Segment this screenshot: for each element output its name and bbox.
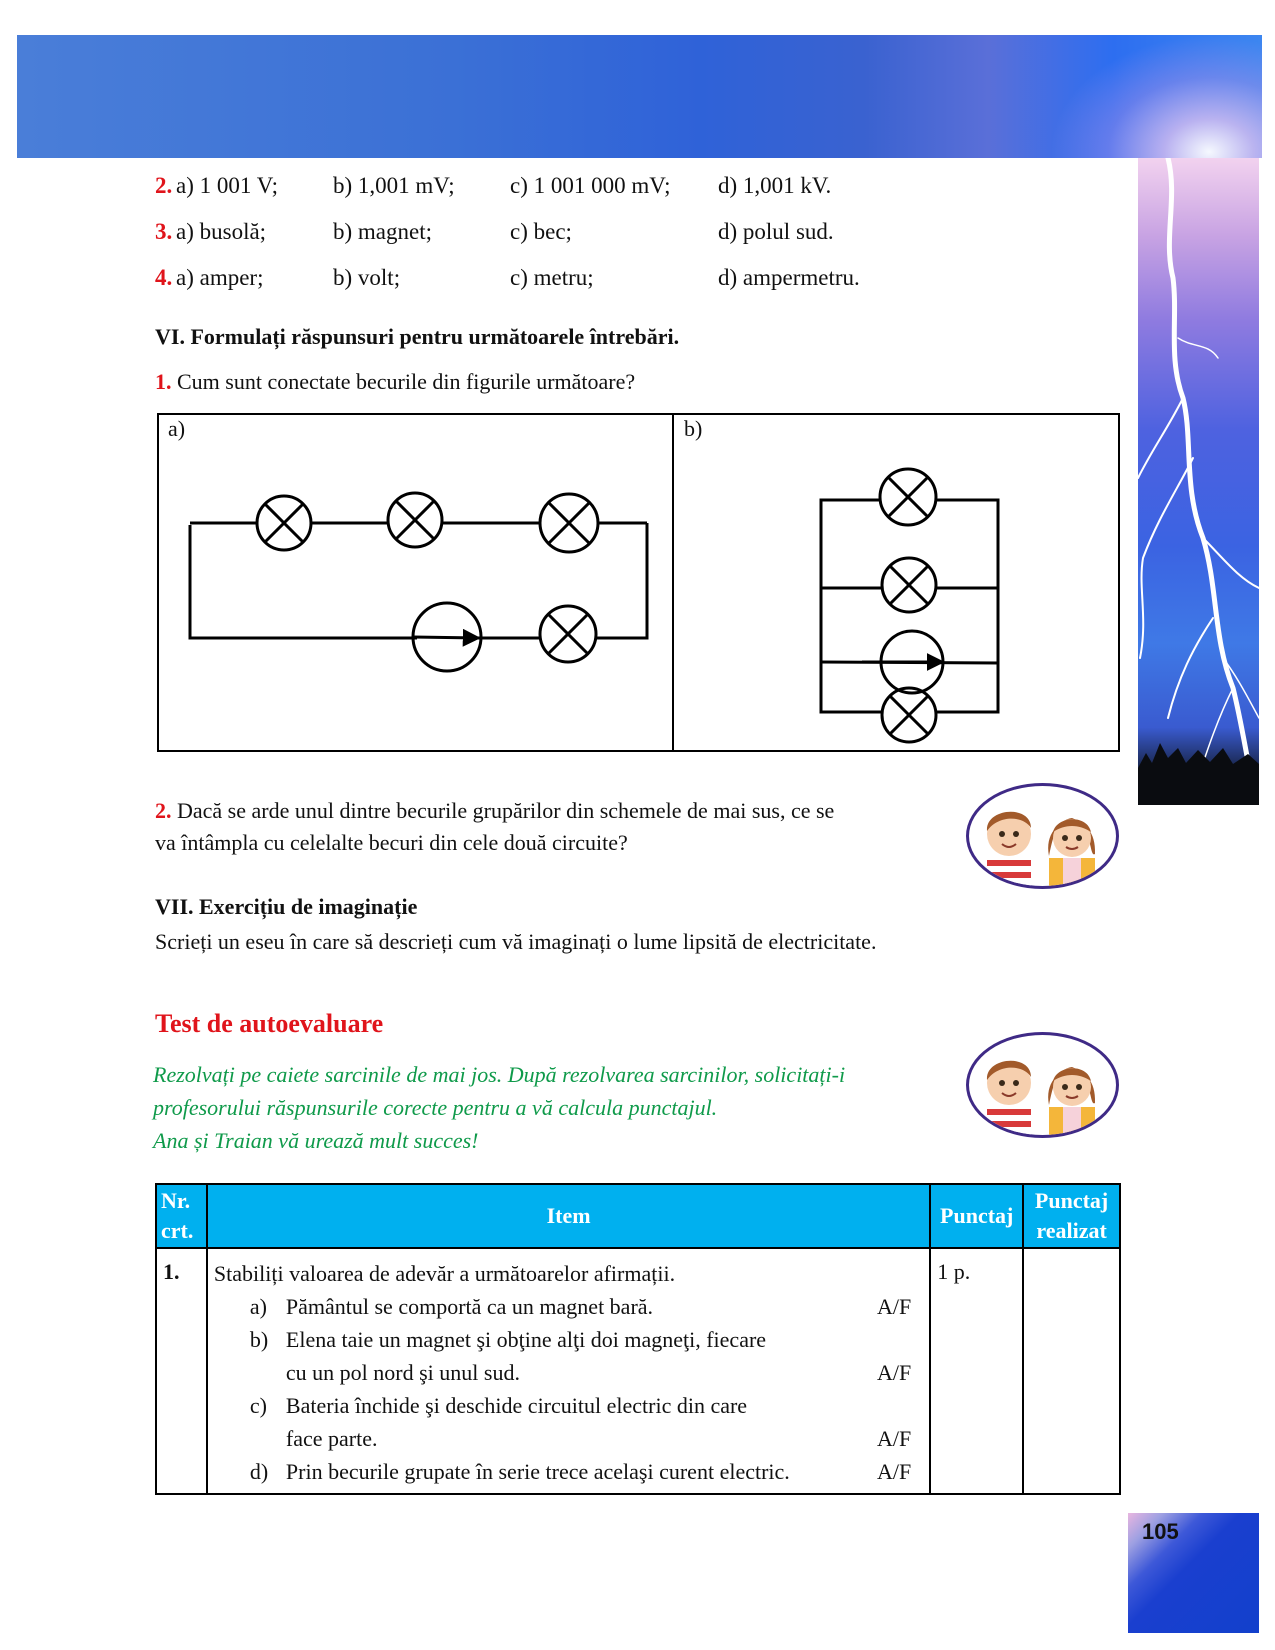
- header-item: Item: [207, 1184, 930, 1248]
- item-prompt: Stabiliți valoarea de adevăr a următoarelor afirmații.: [213, 1261, 676, 1286]
- section-vii-heading: VII. Exercițiu de imaginație: [155, 894, 418, 919]
- parallel-circuit: [820, 500, 999, 712]
- question-text-line-1: Dacă se arde unul dintre becurile grupărilor din schemele de mai sus, ce se: [177, 798, 835, 823]
- question-number: 1.: [155, 369, 172, 394]
- instruction-line: Ana și Traian vă urează mult succes!: [153, 1128, 479, 1153]
- statement-c: c) Bateria închide şi deschide circuitul electric din care face parte. A/F: [214, 1389, 923, 1455]
- kids-illustration: [966, 783, 1119, 889]
- option-b: b) 1,001 mV;: [333, 173, 455, 198]
- parallel-bulb-2: [882, 558, 936, 612]
- question-1: [155, 366, 635, 398]
- statement-b: b) Elena taie un magnet şi obţine alţi doi magneţi, fiecare cu un pol nord şi unul sud. A/F: [214, 1323, 923, 1389]
- page-number-box: [1128, 1513, 1259, 1633]
- banner-lightning-glow: [1050, 35, 1262, 158]
- option-a: a) amper;: [176, 265, 264, 290]
- statement-a: a) Pământul se comportă ca un magnet bară. A/F: [214, 1290, 923, 1323]
- panel-a-label: a): [168, 416, 186, 441]
- kids-illustration: [966, 1032, 1119, 1138]
- option-a: a) 1 001 V;: [176, 173, 278, 198]
- page-number: 105: [1142, 1519, 1179, 1544]
- circuit-diagrams: [157, 413, 1119, 752]
- parallel-bulb-3: [882, 688, 936, 742]
- question-2: [155, 795, 955, 859]
- lightning-image: [1138, 158, 1259, 805]
- table-row: [156, 1248, 1120, 1494]
- row-points: 1 p.: [930, 1248, 1023, 1494]
- self-test-title: Test de autoevaluare: [155, 1009, 384, 1038]
- self-test-table: [155, 1183, 1121, 1495]
- series-bulb-4: [540, 606, 596, 662]
- row-number: 1.: [156, 1248, 207, 1494]
- question-number: 4.: [155, 265, 173, 290]
- header-nr: Nr. crt.: [156, 1184, 207, 1248]
- option-a: a) busolă;: [176, 219, 267, 244]
- panel-b-label: b): [684, 416, 703, 441]
- question-text: Cum sunt conectate becurile din figurile următoare?: [177, 369, 636, 394]
- parallel-ammeter: [862, 631, 943, 693]
- statement-d: d) Prin becurile grupate în serie trece acelaşi curent electric. A/F: [214, 1455, 923, 1488]
- option-c: c) bec;: [510, 219, 572, 244]
- question-number: 3.: [155, 219, 173, 244]
- ammeter-arrow: [413, 637, 479, 638]
- true-false-marker: A/F: [877, 1360, 912, 1385]
- instruction-line: profesorului răspunsurile corecte pentru a vă calcula punctajul.: [153, 1095, 718, 1120]
- option-d: d) 1,001 kV.: [718, 173, 832, 198]
- instruction-line: Rezolvați pe caiete sarcinile de mai jos. După rezolvarea sarcinilor, solicitați-i: [153, 1062, 846, 1087]
- children-icon: [969, 786, 1116, 886]
- wire: [936, 500, 998, 712]
- series-ammeter: [413, 603, 481, 671]
- option-b: b) volt;: [333, 265, 401, 290]
- series-bulb-2: [388, 493, 442, 547]
- self-test-instructions: [153, 1058, 845, 1157]
- table-header-row: [156, 1184, 1120, 1248]
- series-bulb-1: [257, 496, 311, 550]
- question-text-line-2: va întâmpla cu celelalte becuri din cele două circuite?: [155, 830, 628, 855]
- header-punctaj: Punctaj: [930, 1184, 1023, 1248]
- row-item: [207, 1248, 930, 1494]
- children-icon: [969, 1035, 1116, 1135]
- option-b: b) magnet;: [333, 219, 432, 244]
- wire: [821, 500, 879, 712]
- option-c: c) metru;: [510, 265, 594, 290]
- header-punctaj-realizat: Punctaj realizat: [1023, 1184, 1120, 1248]
- series-bulb-3: [540, 494, 598, 552]
- true-false-marker: A/F: [877, 1459, 912, 1484]
- true-false-marker: A/F: [877, 1426, 912, 1451]
- question-number: 2.: [155, 798, 172, 823]
- option-d: d) ampermetru.: [718, 265, 860, 290]
- true-false-marker: A/F: [877, 1294, 912, 1319]
- lightning-bolt-icon: [1138, 158, 1259, 805]
- row-points-achieved[interactable]: [1023, 1248, 1120, 1494]
- essay-prompt: Scrieți un eseu în care să descrieți cum vă imaginați o lume lipsită de electricitate.: [155, 929, 877, 954]
- option-c: c) 1 001 000 mV;: [510, 173, 671, 198]
- section-vi-heading: VI. Formulați răspunsuri pentru următoarele întrebări.: [155, 324, 680, 349]
- option-d: d) polul sud.: [718, 219, 834, 244]
- question-number: 2.: [155, 173, 173, 198]
- wire: [596, 523, 647, 638]
- parallel-bulb-1: [880, 469, 936, 525]
